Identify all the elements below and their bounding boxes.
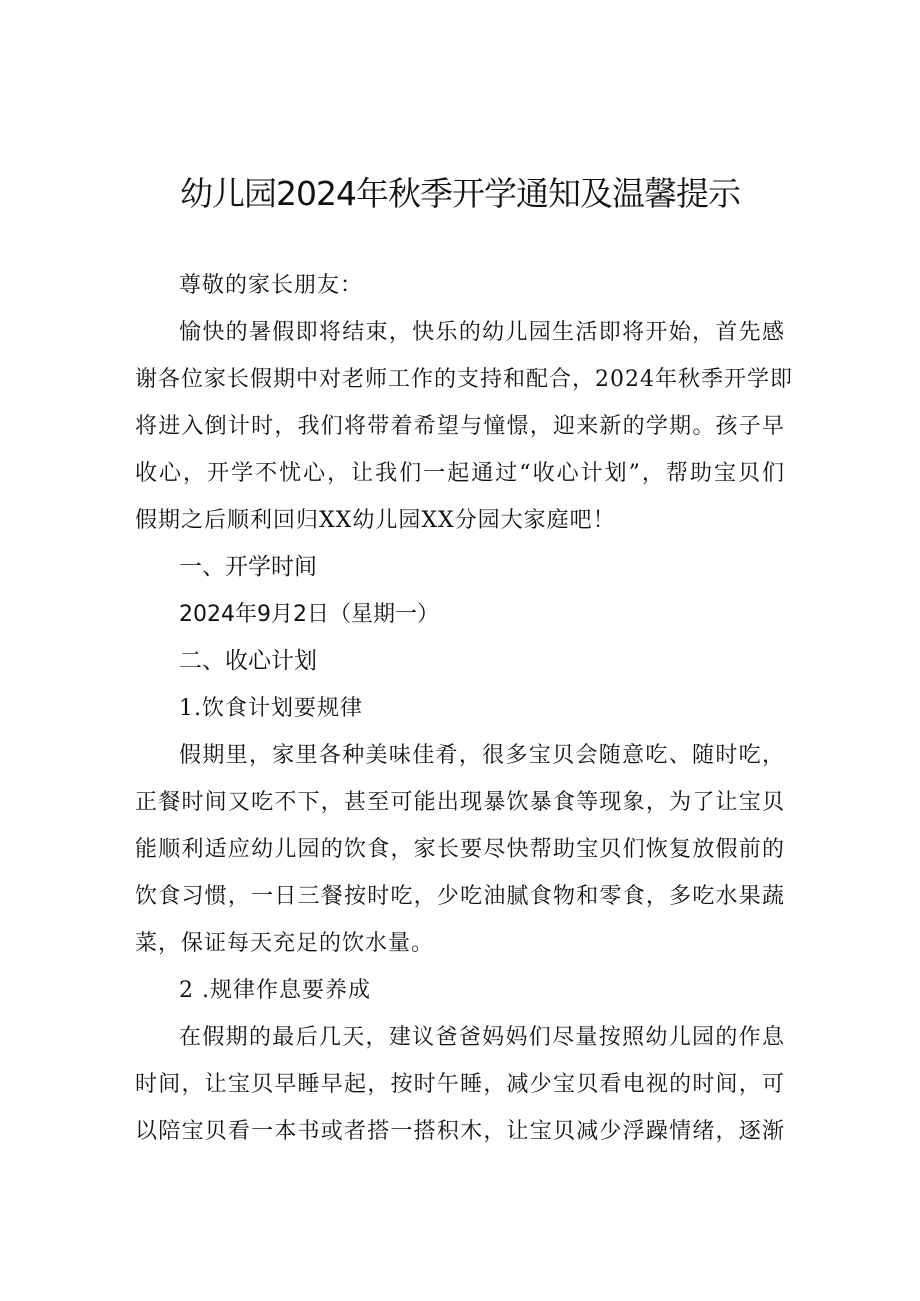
paragraph-line: 假期里，家里各种美味佳肴，很多宝贝会随意吃、随时吃， xyxy=(179,743,785,768)
paragraph-line: 谢各位家长假期中对老师工作的支持和配合，2024年秋季开学即 xyxy=(135,367,793,392)
start-date: 2024年9月2日（星期一） xyxy=(179,602,439,627)
section-heading-plan: 二、收心计划 xyxy=(179,648,317,674)
document-title: 幼儿园2024年秋季开学通知及温馨提示 xyxy=(180,174,740,213)
paragraph-line: 愉快的暑假即将结束，快乐的幼儿园生活即将开始，首先感 xyxy=(179,320,785,345)
subheading-diet: 1.饮食计划要规律 xyxy=(179,696,363,721)
paragraph-line: 菜，保证每天充足的饮水量。 xyxy=(135,931,435,956)
paragraph-line: 假期之后顺利回归XX幼儿园XX分园大家庭吧！ xyxy=(135,508,616,533)
salutation: 尊敬的家长朋友： xyxy=(179,273,364,298)
section-heading-start-time: 一、开学时间 xyxy=(179,554,317,580)
paragraph-line: 以陪宝贝看一本书或者搭一搭积木，让宝贝减少浮躁情绪，逐渐 xyxy=(135,1119,785,1144)
subheading-routine: 2 .规律作息要养成 xyxy=(179,978,371,1003)
paragraph-line: 将进入倒计时，我们将带着希望与憧憬，迎来新的学期。孩子早 xyxy=(135,414,785,439)
paragraph-line: 在假期的最后几天，建议爸爸妈妈们尽量按照幼儿园的作息 xyxy=(179,1025,785,1050)
paragraph-line: 能顺利适应幼儿园的饮食，家长要尽快帮助宝贝们恢复放假前的 xyxy=(135,837,785,862)
document-body xyxy=(135,262,793,1155)
paragraph-line: 正餐时间又吃不下，甚至可能出现暴饮暴食等现象，为了让宝贝 xyxy=(135,790,785,815)
paragraph-line: 饮食习惯，一日三餐按时吃，少吃油腻食物和零食，多吃水果蔬 xyxy=(135,884,785,909)
paragraph-line: 收心，开学不忧心，让我们一起通过“收心计划”，帮助宝贝们 xyxy=(135,461,785,486)
paragraph-line: 时间，让宝贝早睡早起，按时午睡，减少宝贝看电视的时间，可 xyxy=(135,1072,785,1097)
